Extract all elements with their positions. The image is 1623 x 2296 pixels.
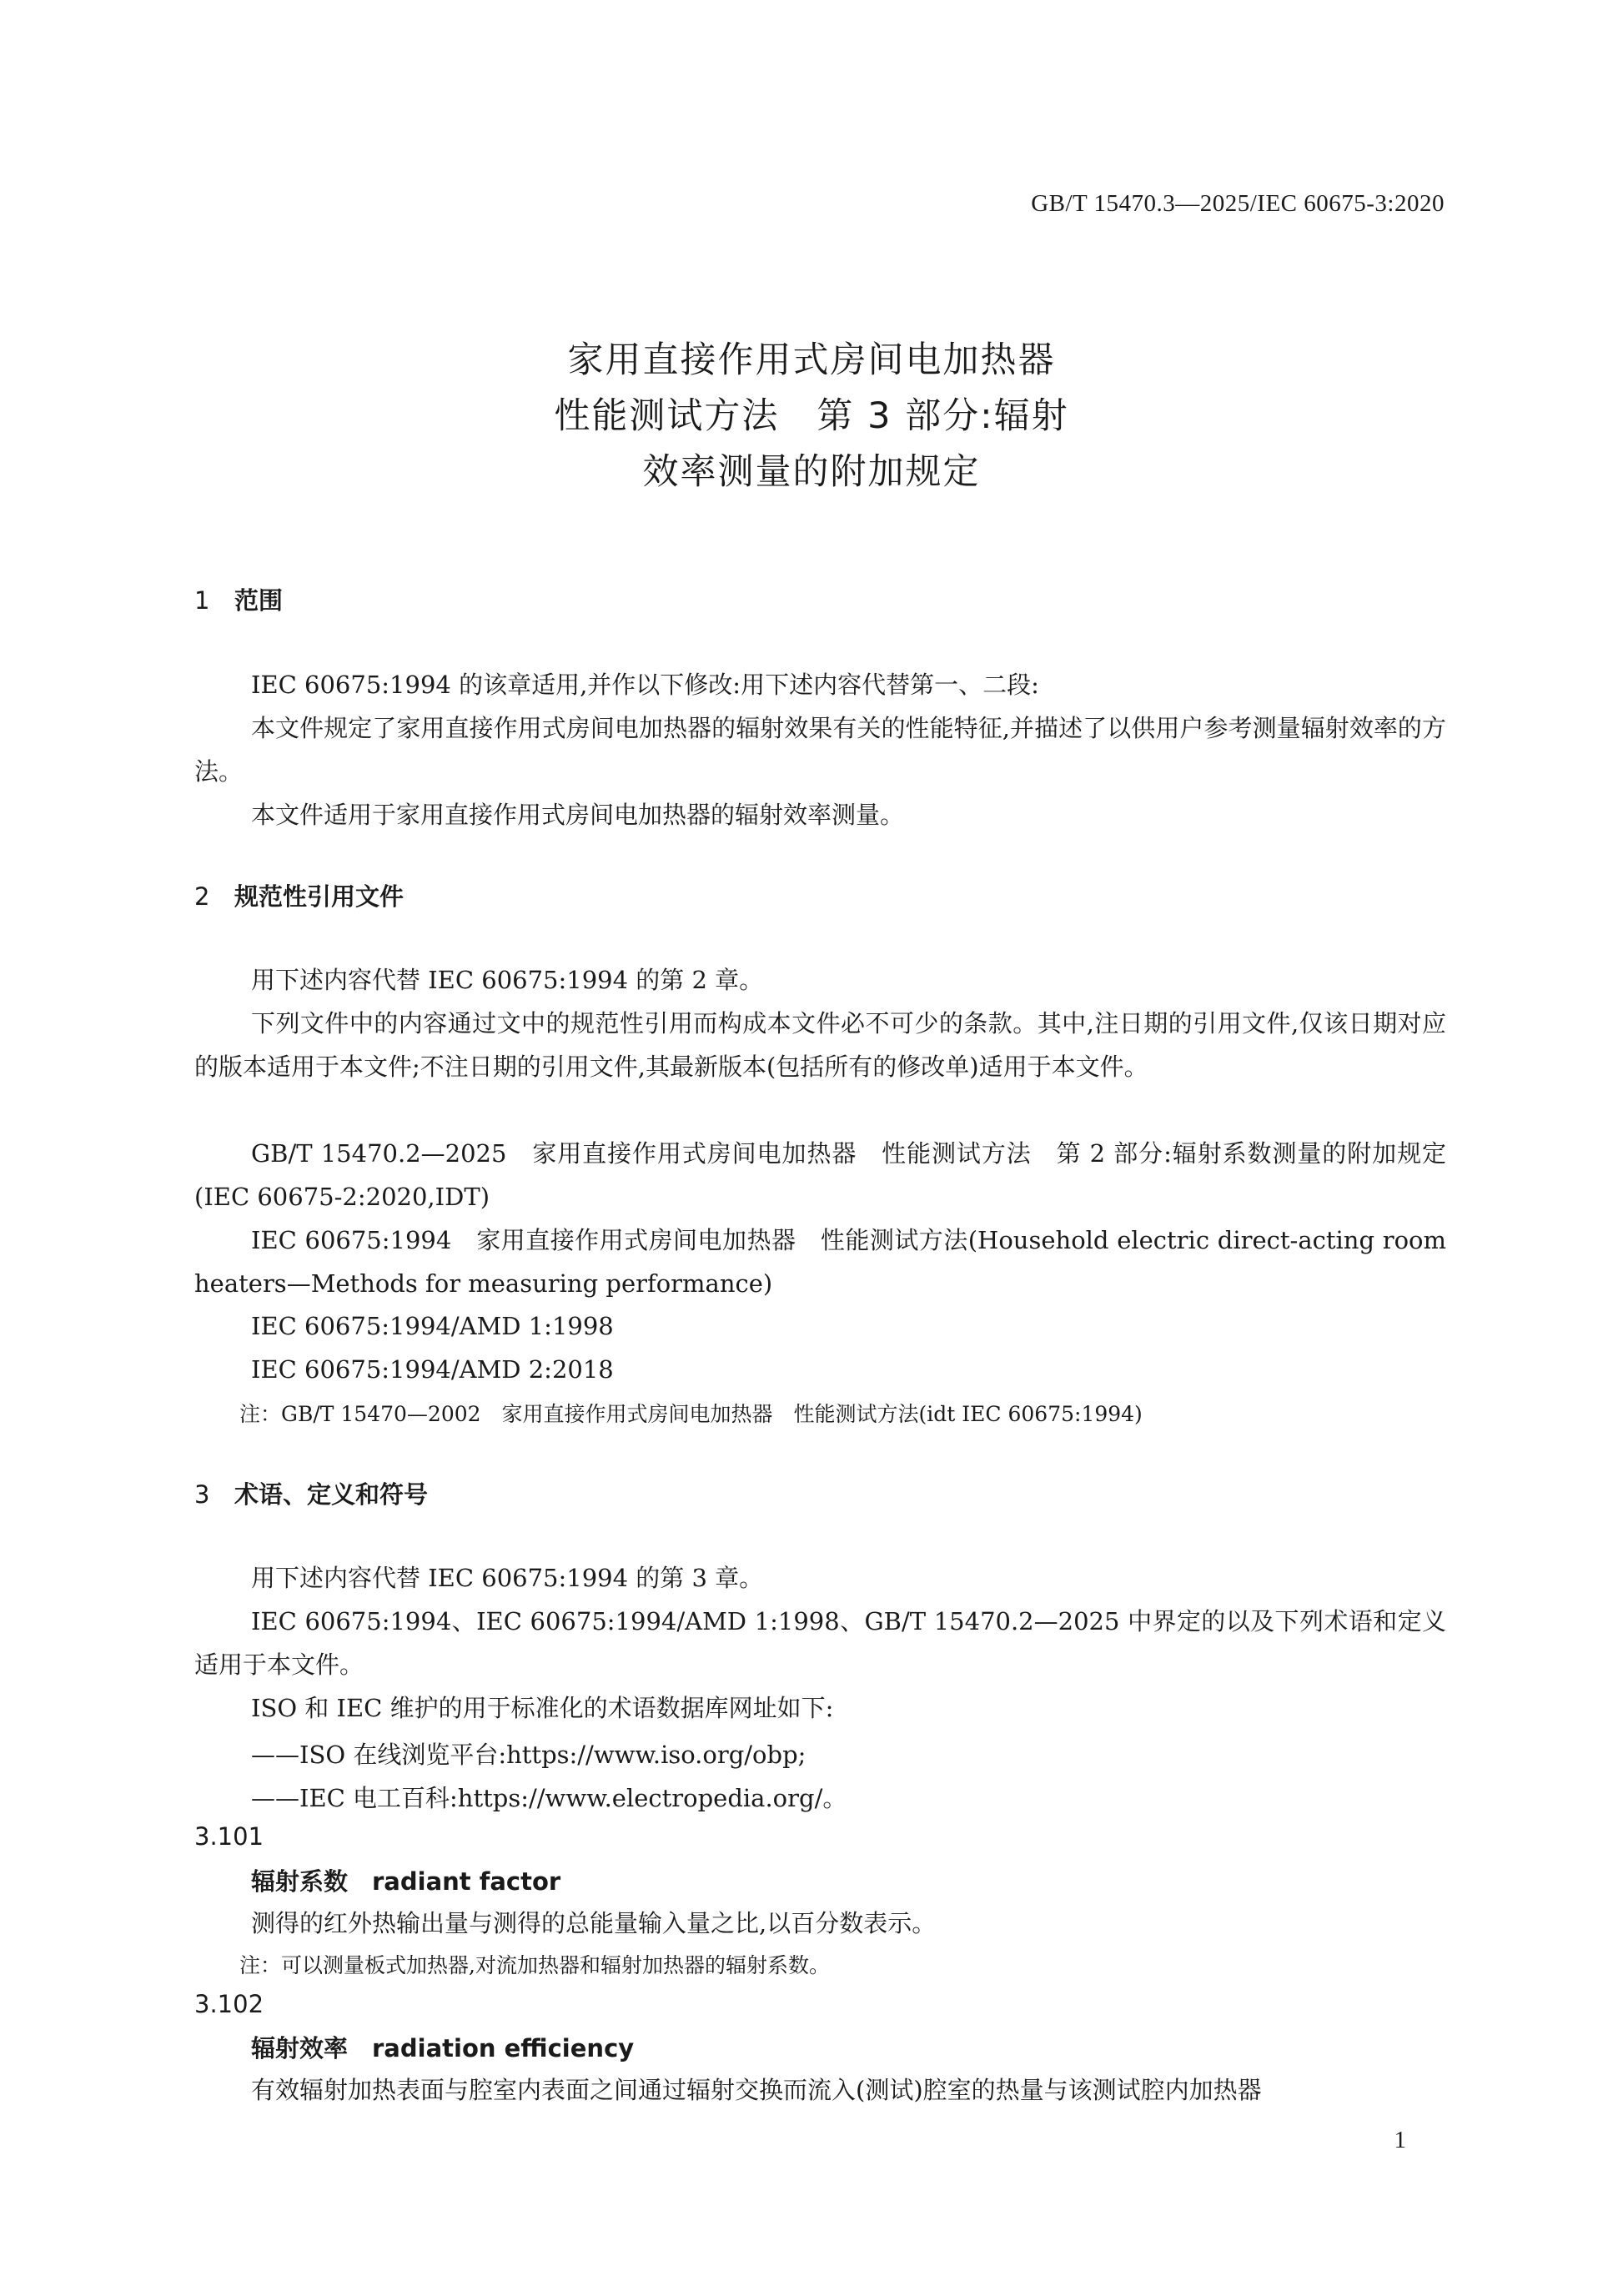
paragraph: IEC 60675:1994 的该章适用,并作以下修改:用下述内容代替第一、二段: bbox=[251, 671, 1039, 699]
paragraph: 用下述内容代替 IEC 60675:1994 的第 2 章。 bbox=[251, 966, 764, 994]
note: 注：可以测量板式加热器,对流加热器和辐射加热器的辐射系数。 bbox=[239, 1953, 830, 1977]
title-line-1: 家用直接作用式房间电加热器 bbox=[567, 339, 1056, 381]
reference-entry: IEC 60675:1994 家用直接作用式房间电加热器 性能测试方法(Household electric direct-acting room heaters—Methods for measuring performance) bbox=[194, 1226, 1446, 1298]
page-number: 1 bbox=[1394, 2127, 1406, 2153]
term-title: 辐射系数 radiant factor bbox=[251, 1867, 561, 1896]
section-number: 1 bbox=[194, 586, 210, 615]
document-code: GB/T 15470.3—2025/IEC 60675-3:2020 bbox=[1031, 190, 1445, 217]
paragraph: 下列文件中的内容通过文中的规范性引用而构成本文件必不可少的条款。其中,注日期的引用文件,仅该日期对应的版本适用于本文件;不注日期的引用文件,其最新版本(包括所有的修改单)适用于本文件。 bbox=[194, 1009, 1446, 1081]
paragraph: 用下述内容代替 IEC 60675:1994 的第 3 章。 bbox=[251, 1564, 764, 1592]
note: 注：GB/T 15470—2002 家用直接作用式房间电加热器 性能测试方法(idt IEC 60675:1994) bbox=[239, 1402, 1143, 1426]
section-title: 术语、定义和符号 bbox=[234, 1480, 429, 1509]
term-title: 辐射效率 radiation efficiency bbox=[251, 2034, 635, 2062]
paragraph: IEC 60675:1994、IEC 60675:1994/AMD 1:1998、GB/T 15470.2—2025 中界定的以及下列术语和定义适用于本文件。 bbox=[194, 1607, 1446, 1679]
section-title: 范围 bbox=[234, 586, 284, 615]
term-number: 3.102 bbox=[194, 1990, 264, 2018]
term-definition: 有效辐射加热表面与腔室内表面之间通过辐射交换而流入(测试)腔室的热量与该测试腔内加热器 bbox=[251, 2076, 1262, 2104]
title-line-2: 性能测试方法 第 3 部分:辐射 bbox=[554, 395, 1069, 437]
paragraph: ISO 和 IEC 维护的用于标准化的术语数据库网址如下: bbox=[251, 1694, 834, 1722]
reference-entry: IEC 60675:1994/AMD 1:1998 bbox=[251, 1312, 614, 1340]
section-number: 3 bbox=[194, 1480, 210, 1509]
term-number: 3.101 bbox=[194, 1822, 264, 1851]
paragraph: 本文件适用于家用直接作用式房间电加热器的辐射效率测量。 bbox=[251, 801, 905, 829]
list-item: ——IEC 电工百科:https://www.electropedia.org/。 bbox=[251, 1784, 847, 1812]
section-2-heading bbox=[194, 878, 404, 912]
section-title: 规范性引用文件 bbox=[234, 882, 404, 911]
reference-entry: GB/T 15470.2—2025 家用直接作用式房间电加热器 性能测试方法 第 2 部分:辐射系数测量的附加规定(IEC 60675-2:2020,IDT) bbox=[194, 1139, 1446, 1211]
list-item: ——ISO 在线浏览平台:https://www.iso.org/obp; bbox=[251, 1741, 806, 1769]
section-number: 2 bbox=[194, 882, 210, 911]
section-1-heading bbox=[194, 582, 283, 616]
title-line-3: 效率测量的附加规定 bbox=[642, 451, 981, 493]
reference-entry: IEC 60675:1994/AMD 2:2018 bbox=[251, 1355, 614, 1384]
section-3-heading bbox=[194, 1476, 428, 1510]
term-definition: 测得的红外热输出量与测得的总能量输入量之比,以百分数表示。 bbox=[251, 1909, 937, 1937]
paragraph: 本文件规定了家用直接作用式房间电加热器的辐射效果有关的性能特征,并描述了以供用户参考测量辐射效率的方法。 bbox=[194, 714, 1446, 786]
